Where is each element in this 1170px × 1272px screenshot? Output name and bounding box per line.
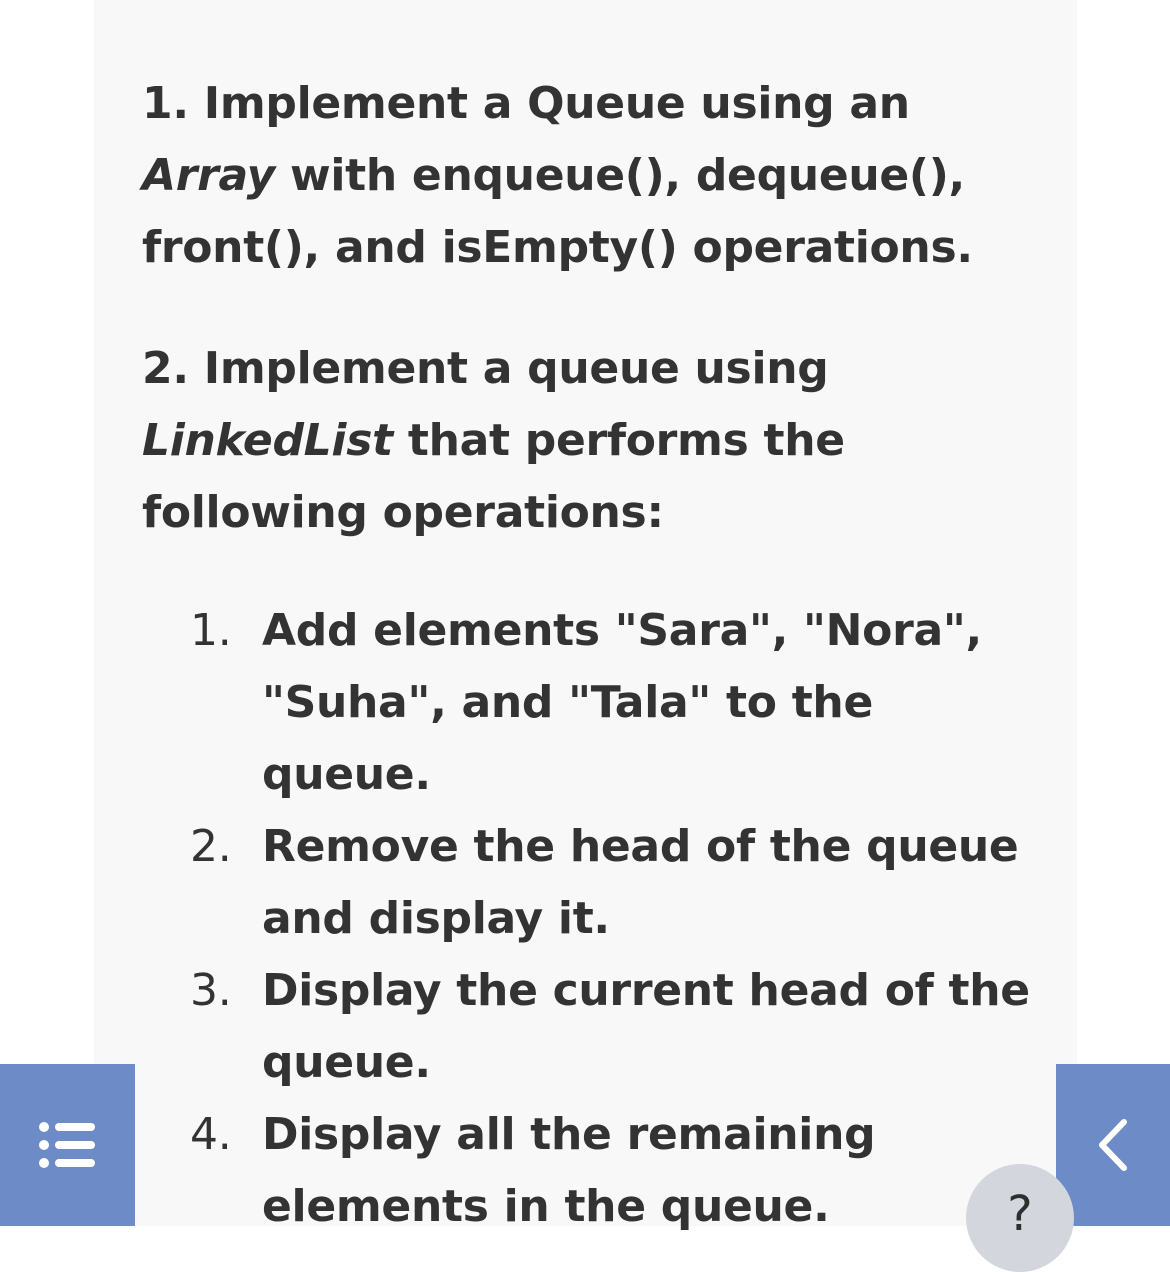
question-2-text-after: that performs the following operations:	[142, 415, 845, 538]
list-item-text: Display all the remaining elements in the queue.	[262, 1109, 876, 1232]
list-item-number: 3.	[190, 965, 232, 1016]
question-1-text-after: with enqueue(), dequeue(), front(), and isEmpty() operations.	[142, 150, 973, 273]
help-button[interactable]	[966, 1164, 1074, 1272]
help-button-label: ?	[1007, 1186, 1033, 1242]
list-item-number: 4.	[190, 1109, 232, 1160]
list-item-text: Display the current head of the queue.	[262, 965, 1030, 1088]
question-2	[142, 333, 1042, 549]
list-item	[190, 1099, 1050, 1243]
list-icon	[38, 1120, 98, 1170]
question-1-emphasis: Array	[142, 150, 275, 201]
list-item-number: 2.	[190, 821, 232, 872]
list-item-text: Remove the head of the queue and display it.	[262, 821, 1019, 944]
list-item-text: Add elements "Sara", "Nora", "Suha", and "Tala" to the queue.	[262, 605, 982, 800]
question-2-text-before: Implement a queue using	[203, 343, 829, 394]
chevron-left-icon	[1096, 1118, 1130, 1172]
list-item	[190, 955, 1050, 1099]
list-item	[190, 811, 1050, 955]
question-2-emphasis: LinkedList	[142, 415, 393, 466]
table-of-contents-button[interactable]	[0, 1064, 135, 1226]
list-item	[190, 595, 1050, 811]
list-item-number: 1.	[190, 605, 232, 656]
previous-button[interactable]	[1056, 1064, 1170, 1226]
question-1	[142, 68, 1042, 284]
operations-list	[190, 595, 1050, 1243]
question-1-number: 1.	[142, 78, 189, 129]
question-1-text-before: Implement a Queue using an	[203, 78, 910, 129]
question-2-number: 2.	[142, 343, 189, 394]
